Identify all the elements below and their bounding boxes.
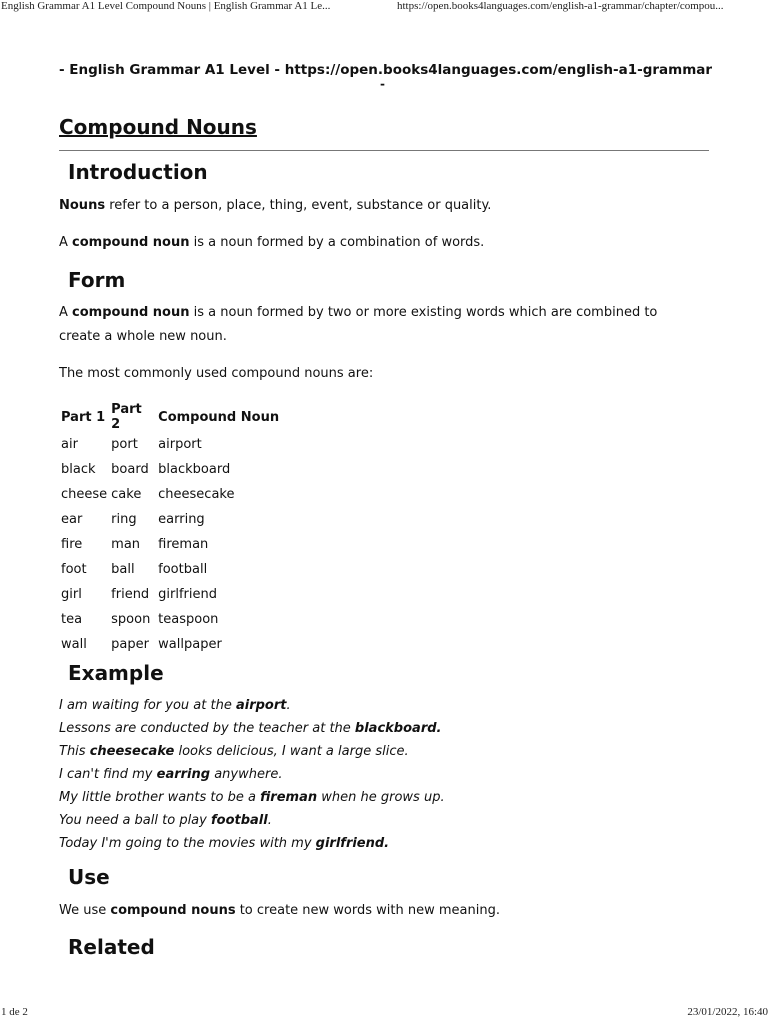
- table-header-compound: Compound Noun: [158, 409, 280, 425]
- example-text: anywhere.: [210, 767, 283, 782]
- table-row: [59, 582, 281, 607]
- list-item: [59, 786, 445, 809]
- print-url[interactable]: https://open.books4languages.com/english-a1-grammar/chapter/compou...: [397, 0, 724, 12]
- table-cell: fireman: [158, 537, 209, 552]
- table-cell: earring: [158, 512, 205, 527]
- heading-use: Use: [68, 865, 110, 889]
- use-p1-pre: We use: [59, 903, 111, 918]
- form-p1-bold: compound noun: [72, 305, 190, 320]
- example-bold: blackboard.: [354, 721, 442, 736]
- site-banner-dash: -: [380, 77, 385, 91]
- use-paragraph: [59, 899, 709, 923]
- form-paragraph-1: [59, 301, 699, 349]
- table-cell: spoon: [111, 612, 151, 627]
- example-bold: girlfriend.: [315, 836, 390, 851]
- table-row: [59, 532, 281, 557]
- example-text: .: [267, 813, 272, 828]
- example-bold: football: [210, 813, 268, 828]
- table-cell: ball: [111, 562, 135, 577]
- form-paragraph-2: The most commonly used compound nouns are:: [59, 366, 374, 381]
- table-cell: ring: [111, 512, 137, 527]
- intro-paragraph-1: [59, 194, 709, 218]
- use-p1-bold: compound nouns: [110, 903, 236, 918]
- print-header: [0, 0, 768, 16]
- list-item: [59, 809, 445, 832]
- example-bold: cheesecake: [89, 744, 175, 759]
- list-item: [59, 740, 445, 763]
- example-bold: airport: [235, 698, 287, 713]
- table-cell: football: [158, 562, 208, 577]
- table-cell: girl: [61, 587, 82, 602]
- heading-introduction: Introduction: [68, 160, 208, 184]
- heading-example: Example: [68, 661, 164, 685]
- example-text: .: [286, 698, 291, 713]
- table-cell: cheese: [61, 487, 108, 502]
- table-row: [59, 432, 281, 457]
- list-item: [59, 763, 445, 786]
- table-cell: tea: [61, 612, 83, 627]
- table-header-row: [59, 402, 281, 432]
- page-number: 1 de 2: [1, 1006, 28, 1018]
- table-cell: air: [61, 437, 78, 452]
- example-text: I can't find my: [59, 767, 157, 782]
- table-cell: blackboard: [158, 462, 231, 477]
- example-bold: fireman: [260, 790, 318, 805]
- table-cell: fire: [61, 537, 83, 552]
- table-cell: foot: [61, 562, 87, 577]
- form-p1-pre: A: [59, 305, 73, 320]
- site-banner: - English Grammar A1 Level - https://open.books4languages.com/english-a1-grammar: [59, 62, 713, 78]
- table-row: [59, 507, 281, 532]
- example-text: This: [59, 744, 90, 759]
- intro-p2-pre: A: [59, 235, 73, 250]
- table-cell: wall: [61, 637, 87, 652]
- example-text: You need a ball to play: [59, 813, 211, 828]
- table-cell: port: [111, 437, 138, 452]
- list-item: [59, 717, 445, 740]
- table-cell: teaspoon: [158, 612, 219, 627]
- heading-form: Form: [68, 268, 126, 292]
- table-cell: cake: [111, 487, 142, 502]
- table-row: [59, 632, 281, 657]
- example-text: My little brother wants to be a: [59, 790, 261, 805]
- example-text: looks delicious, I want a large slice.: [174, 744, 409, 759]
- example-sentences: [59, 694, 445, 855]
- list-item: [59, 694, 445, 717]
- table-cell: ear: [61, 512, 83, 527]
- intro-p2-bold: compound noun: [72, 235, 190, 250]
- table-row: [59, 607, 281, 632]
- table-cell: paper: [111, 637, 149, 652]
- print-tab-title: English Grammar A1 Level Compound Nouns | English Grammar A1 Le...: [1, 0, 331, 12]
- intro-p2-text: is a noun formed by a combination of words.: [189, 235, 485, 250]
- example-text: when he grows up.: [317, 790, 445, 805]
- intro-paragraph-2: [59, 231, 709, 255]
- table-row: [59, 457, 281, 482]
- table-cell: black: [61, 462, 96, 477]
- example-text: Today I'm going to the movies with my: [59, 836, 316, 851]
- table-cell: cheesecake: [158, 487, 235, 502]
- example-text: I am waiting for you at the: [59, 698, 236, 713]
- table-row: [59, 557, 281, 582]
- intro-p1-text: refer to a person, place, thing, event, substance or quality.: [105, 198, 492, 213]
- example-text: Lessons are conducted by the teacher at the: [59, 721, 355, 736]
- compound-nouns-table: [59, 402, 281, 657]
- example-bold: earring: [156, 767, 211, 782]
- use-p1-text: to create new words with new meaning.: [235, 903, 500, 918]
- intro-p1-bold: Nouns: [59, 198, 106, 213]
- list-item: [59, 832, 445, 855]
- table-cell: man: [111, 537, 141, 552]
- print-footer: [0, 1006, 768, 1022]
- table-header-part2: Part 2: [111, 402, 142, 432]
- table-cell: board: [111, 462, 149, 477]
- page-title: Compound Nouns: [59, 115, 257, 139]
- print-datetime: 23/01/2022, 16:40: [687, 1006, 768, 1018]
- table-cell: wallpaper: [158, 637, 222, 652]
- table-cell: girlfriend: [158, 587, 217, 602]
- table-header-part1: Part 1: [61, 409, 106, 425]
- table-cell: friend: [111, 587, 150, 602]
- table-row: [59, 482, 281, 507]
- title-divider: [59, 150, 709, 151]
- form-p1-text: is a noun formed by two or more existing words which are combined to create a whole new noun.: [59, 305, 658, 344]
- table-cell: airport: [158, 437, 202, 452]
- heading-related: Related: [68, 935, 155, 959]
